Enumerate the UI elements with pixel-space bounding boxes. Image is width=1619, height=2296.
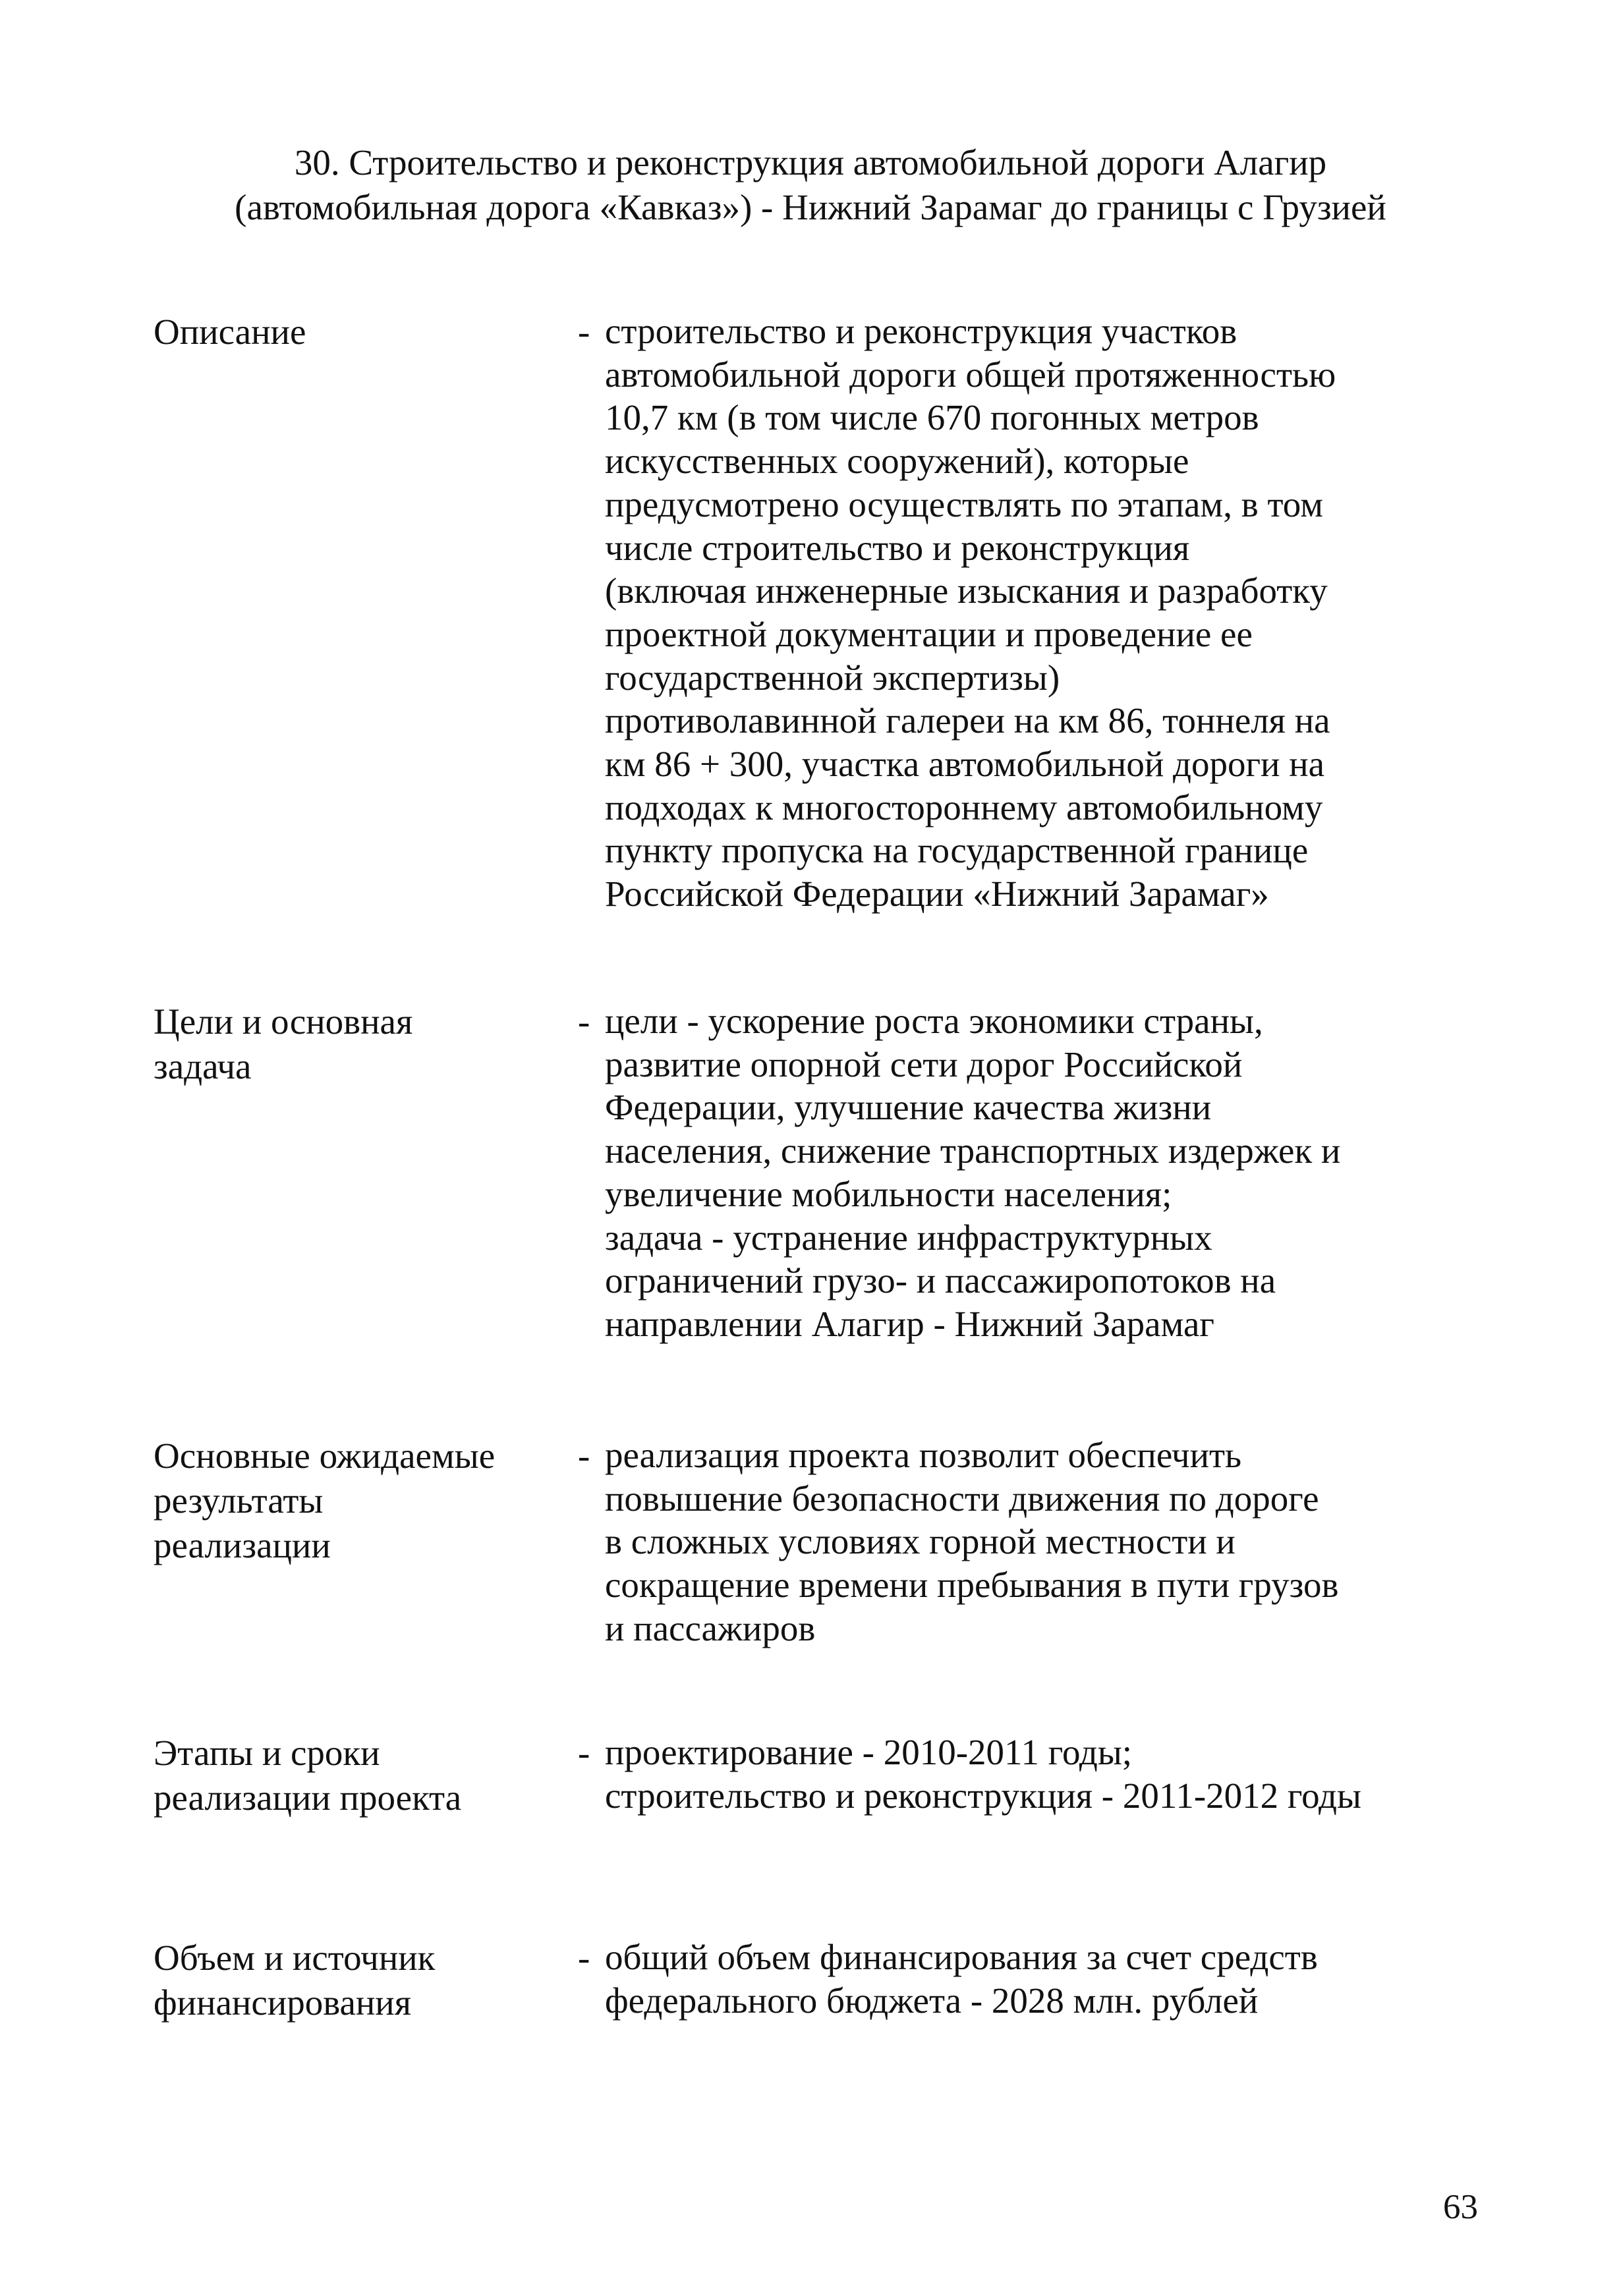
section-label: Основные ожидаемые результаты реализации <box>154 1436 496 1565</box>
section-value: цели - ускорение роста экономики страны, развитие опорной сети дорог Российской Федерации, улучшение качества жизни населения, снижение транспортных издержек и увеличение мобильности населения; задача - устранение инфраструктурных ограничений грузо- и пассажиропотоков на направлении Алагир - Нижний Зарамаг <box>605 1001 1341 1344</box>
bullet-dash: - <box>578 1436 590 1476</box>
document-title <box>158 140 1463 230</box>
section-value: реализация проекта позволит обеспечить повышение безопасности движения по дороге в сложных условиях горной местности и сокращение времени пребывания в пути грузов и пассажиров <box>605 1435 1339 1648</box>
page-number: 63 <box>1443 2188 1478 2226</box>
bullet-dash: - <box>578 1001 590 1042</box>
section-value: общий объем финансирования за счет средств федерального бюджета - 2028 млн. рублей <box>605 1937 1318 2021</box>
section-value: проектирование - 2010-2011 годы; строительство и реконструкция - 2011-2012 годы <box>605 1732 1361 1816</box>
title-line-1: 30. Строительство и реконструкция автомобильной дороги Алагир <box>294 142 1327 182</box>
bullet-dash: - <box>578 1733 590 1773</box>
section-label: Описание <box>154 312 306 352</box>
bullet-dash: - <box>578 312 590 352</box>
section-label: Этапы и сроки реализации проекта <box>154 1733 462 1818</box>
section-label: Объем и источник финансирования <box>154 1938 436 2023</box>
section-value: строительство и реконструкция участков автомобильной дороги общей протяженностью 10,7 км (в том числе 670 погонных метров искусственных сооружений), которые предусмотрено осуществлять по этапам, в том числе строительство и реконструкция (включая инженерные изыскания и разработку проектной документации и проведение ее государственной экспертизы) противолавинной галереи на км 86, тоннеля на км 86 + 300, участка автомобильной дороги на подходах к многостороннему автомобильному пункту пропуска на государственной границе Российской Федерации «Нижний Зарамаг» <box>605 311 1336 914</box>
title-line-2: (автомобильная дорога «Кавказ») - Нижний Зарамаг до границы с Грузией <box>235 187 1386 227</box>
section-label: Цели и основная задача <box>154 1001 413 1086</box>
bullet-dash: - <box>578 1938 590 1978</box>
